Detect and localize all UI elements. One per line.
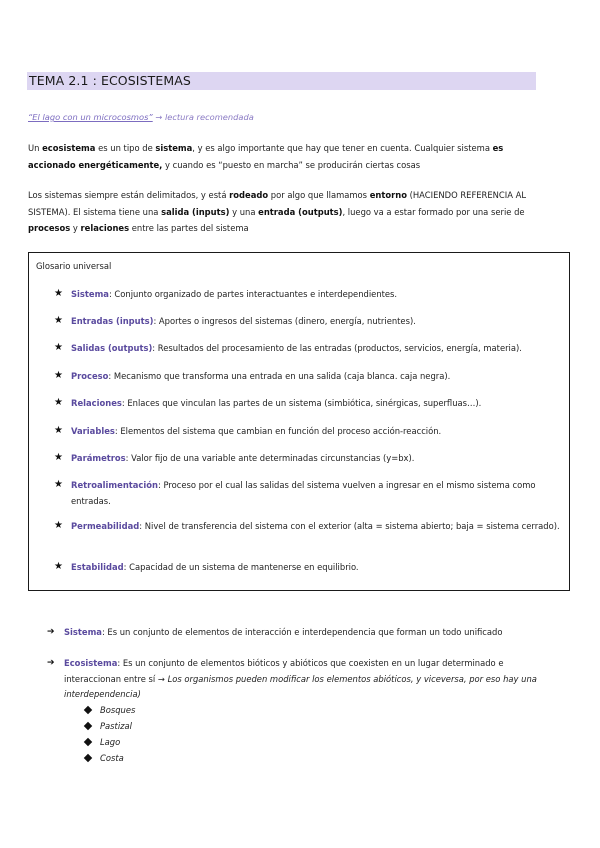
list-italic-note: Los organismos pueden modificar los elementos abióticos, y viceversa, por eso hay una interdependencia)	[64, 673, 537, 699]
glossary-item	[54, 369, 562, 385]
list-term: Ecosistema	[64, 658, 118, 668]
bold-text: es accionado energéticamente,	[28, 143, 504, 170]
glossary-definition: : Proceso por el cual las salidas del sistema vuelven a ingresar en el mismo sistema como entradas.	[71, 480, 536, 506]
glossary-title: Glosario universal	[36, 261, 112, 271]
glossary-item	[54, 478, 562, 509]
title-bar	[27, 72, 536, 90]
arrow-right-icon: ➔	[47, 627, 55, 637]
diamond-bullet-icon	[84, 706, 92, 714]
text: y	[70, 223, 81, 233]
example-label: Bosques	[100, 705, 136, 715]
bold-text: relaciones	[80, 223, 130, 233]
glossary-definition: : Nivel de transferencia del sistema con el exterior (alta = sistema abierto; baja = sistema cerrado).	[139, 521, 560, 531]
star-icon: ★	[54, 342, 63, 353]
bold-text: entorno	[369, 190, 407, 200]
bold-text: rodeado	[229, 190, 269, 200]
star-icon: ★	[54, 315, 63, 326]
glossary-item	[54, 451, 562, 467]
arrow-right-icon: ➔	[47, 658, 55, 668]
bold-text: sistema	[155, 143, 193, 153]
list-term: Sistema	[64, 627, 102, 637]
glossary-item	[54, 314, 562, 330]
text: , luego va a estar formado por una serie de	[342, 206, 525, 217]
diamond-bullet-icon	[84, 754, 92, 762]
page-title: TEMA 2.1 : ECOSISTEMAS	[29, 73, 191, 88]
glossary-box	[28, 252, 570, 591]
text: Un	[28, 143, 43, 153]
text: por algo que llamamos	[268, 190, 370, 200]
arrow-list-item	[47, 625, 557, 641]
arrow-list-item	[47, 656, 557, 703]
glossary-term: Retroalimentación	[71, 480, 158, 490]
glossary-item	[54, 519, 562, 535]
star-icon: ★	[54, 425, 63, 436]
star-icon: ★	[54, 452, 63, 463]
star-icon: ★	[54, 479, 63, 490]
example-label: Lago	[100, 737, 121, 747]
list-definition: : Es un conjunto de elementos de interacción e interdependencia que forman un todo unificado	[101, 627, 503, 637]
glossary-definition: : Aportes o ingresos del sistemas (dinero, energía, nutrientes).	[153, 316, 416, 326]
glossary-definition: : Resultados del procesamiento de las entradas (productos, servicios, energía, materia).	[152, 343, 522, 353]
glossary-definition: : Conjunto organizado de partes interactuantes e interdependientes.	[108, 289, 398, 299]
glossary-definition: : Capacidad de un sistema de mantenerse en equilibrio.	[123, 562, 359, 572]
recommended-reading	[28, 112, 254, 122]
glossary-item	[54, 424, 562, 440]
bold-text: salida (inputs)	[161, 206, 230, 217]
diamond-bullet-icon	[84, 738, 92, 746]
glossary-term: Variables	[71, 426, 115, 436]
paragraph-intro	[28, 140, 548, 173]
star-icon: ★	[54, 288, 63, 299]
text: (HACIENDO REFERENCIA AL SISTEMA). El sistema tiene una	[28, 190, 527, 217]
star-icon: ★	[54, 370, 63, 381]
bold-text: entrada (outputs)	[258, 206, 343, 217]
bold-text: ecosistema	[42, 143, 96, 153]
diamond-bullet-icon	[84, 722, 92, 730]
text: entre las partes del sistema	[129, 223, 249, 233]
glossary-definition: : Elementos del sistema que cambian en función del proceso acción-reacción.	[114, 426, 442, 436]
reading-note: → lectura recomendada	[152, 112, 254, 122]
glossary-term: Relaciones	[71, 398, 122, 408]
glossary-definition: : Enlaces que vinculan las partes de un sistema (simbiótica, sinérgicas, superfluas…).	[121, 398, 482, 408]
text: es un tipo de	[95, 143, 156, 153]
text: y cuando es “puesto en marcha” se producirán ciertas cosas	[162, 159, 421, 170]
paragraph-systems	[28, 187, 548, 237]
glossary-term: Parámetros	[71, 453, 126, 463]
glossary-definition: : Valor fijo de una variable ante determinadas circunstancias (y=bx).	[125, 453, 415, 463]
glossary-term: Estabilidad	[71, 562, 124, 572]
star-icon: ★	[54, 397, 63, 408]
glossary-term: Entradas (inputs)	[71, 316, 154, 326]
glossary-item	[54, 287, 562, 303]
text: Los sistemas siempre están delimitados, y está	[28, 190, 230, 200]
glossary-term: Sistema	[71, 289, 109, 299]
text: y una	[229, 206, 259, 217]
glossary-term: Salidas (outputs)	[71, 343, 153, 353]
glossary-term: Permeabilidad	[71, 521, 140, 531]
example-label: Pastizal	[100, 721, 133, 731]
glossary-definition: : Mecanismo que transforma una entrada en una salida (caja blanca. caja negra).	[108, 371, 451, 381]
glossary-item	[54, 560, 562, 576]
reading-link[interactable]: “El lago con un microcosmos”	[28, 112, 153, 122]
glossary-term: Proceso	[71, 371, 109, 381]
text: , y es algo importante que hay que tener en cuenta. Cualquier sistema	[192, 143, 493, 153]
star-icon: ★	[54, 520, 63, 531]
bold-text: procesos	[28, 223, 71, 233]
glossary-item	[54, 396, 562, 412]
example-label: Costa	[100, 753, 124, 763]
glossary-item	[54, 341, 562, 357]
list-definition: : Es un conjunto de elementos bióticos y abióticos que coexisten en un lugar determinado e interaccionan entre sí →	[64, 658, 504, 684]
star-icon: ★	[54, 561, 63, 572]
